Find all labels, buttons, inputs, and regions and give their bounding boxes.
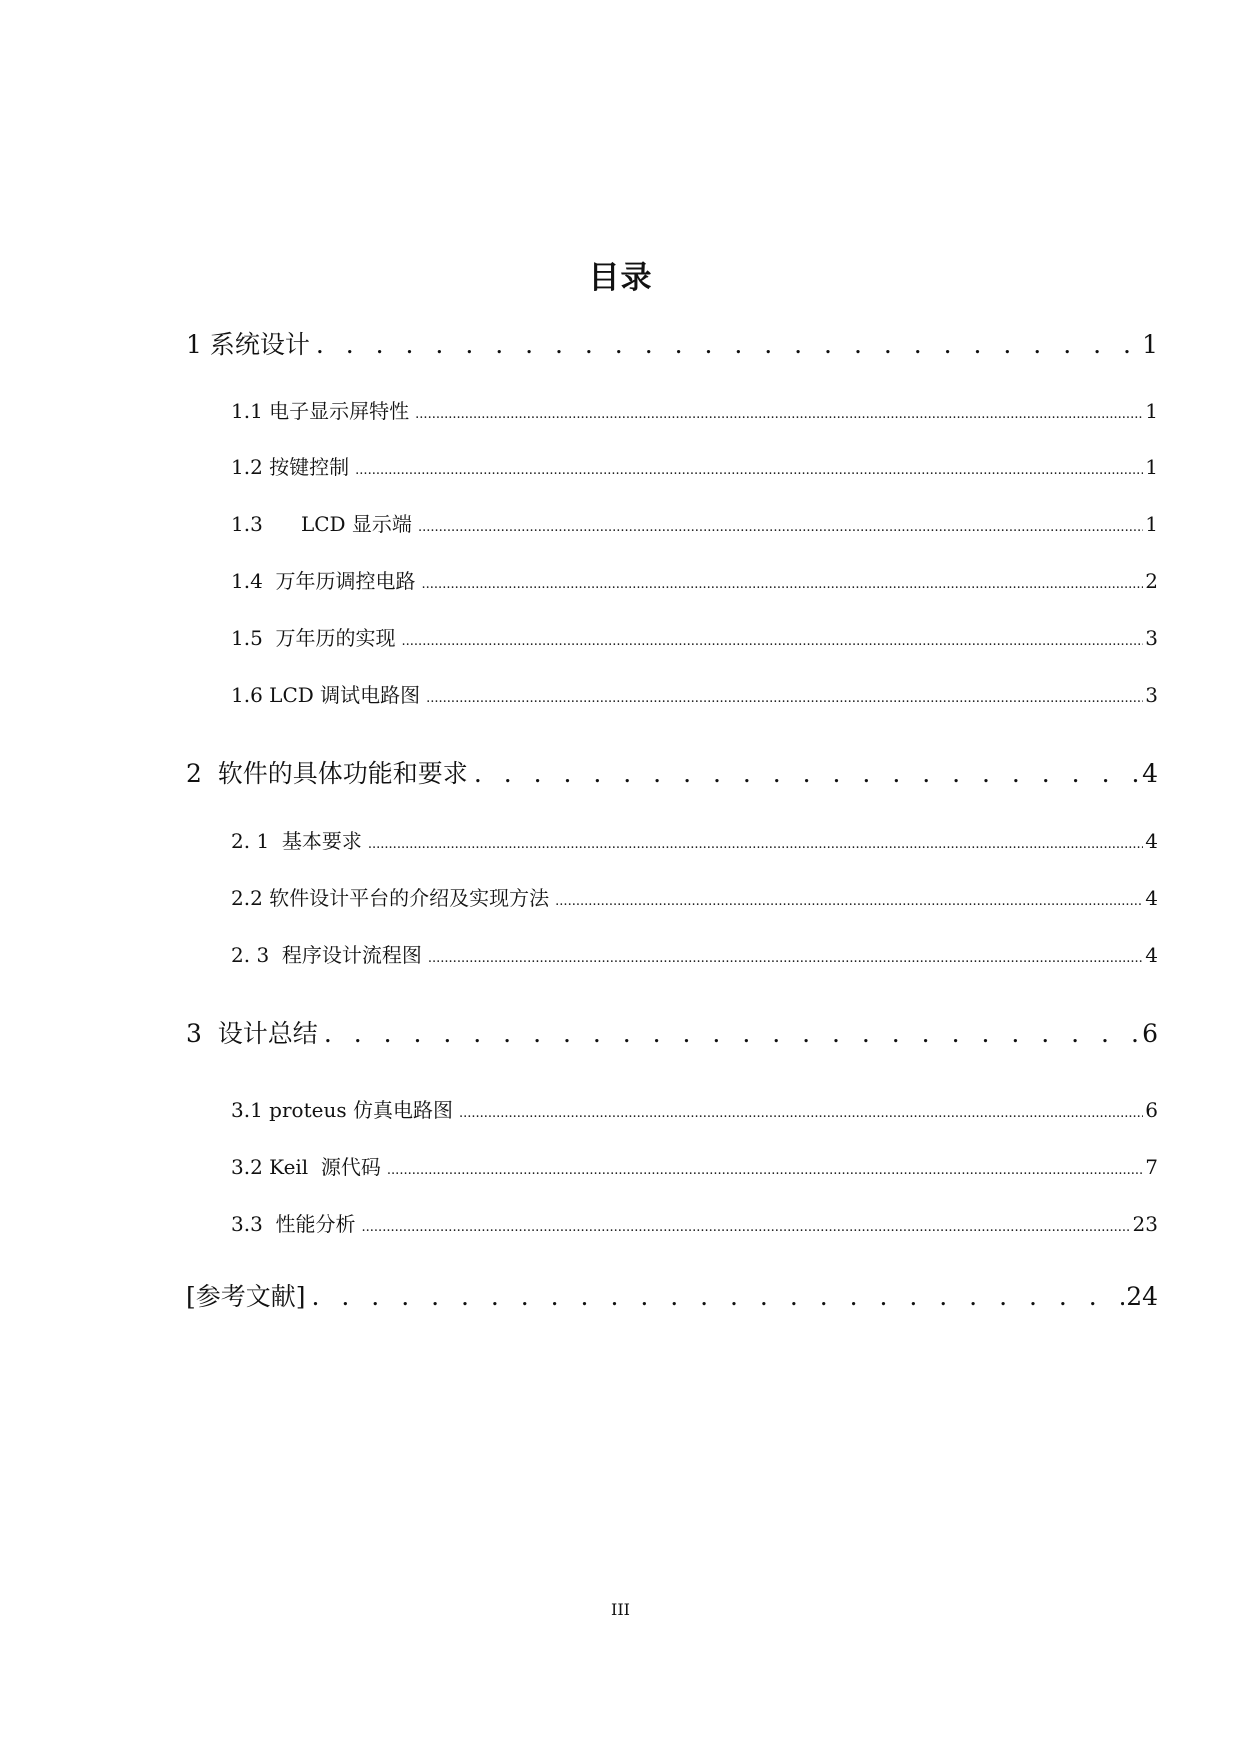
dot-leader <box>555 888 1143 916</box>
toc-entry-2-2[interactable] <box>231 884 1158 916</box>
toc-entry-2-1[interactable] <box>231 827 1158 859</box>
toc-entry-1-2[interactable] <box>231 453 1158 485</box>
toc-entry-page: 1 <box>1142 330 1158 359</box>
dot-leader <box>415 401 1143 429</box>
toc-entry-label: 2.2 软件设计平台的介绍及实现方法 <box>231 886 550 910</box>
toc-entry-label: 2 软件的具体功能和要求 <box>186 759 468 788</box>
toc-entry-page: 3 <box>1145 626 1158 650</box>
toc-entry-page: 7 <box>1145 1155 1158 1179</box>
toc-entry-page: 6 <box>1142 1019 1158 1048</box>
dot-leader <box>312 1280 1125 1314</box>
toc-entry-1-3[interactable] <box>231 510 1158 542</box>
toc-entry-page: 1 <box>1145 399 1158 423</box>
toc-entry-label: 3.3 性能分析 <box>231 1212 356 1236</box>
toc-entry-label: 2. 1 基本要求 <box>231 829 362 853</box>
dot-leader <box>316 328 1140 362</box>
toc-entry-3[interactable] <box>186 1017 1158 1051</box>
toc-entry-label: 3.2 Keil 源代码 <box>231 1155 381 1179</box>
dot-leader <box>428 945 1143 973</box>
dot-leader <box>422 571 1144 599</box>
toc-entry-page: 24 <box>1126 1282 1158 1311</box>
toc-entry-label: 1.3 LCD 显示端 <box>231 512 412 536</box>
dot-leader <box>324 1017 1140 1051</box>
toc-entry-references[interactable] <box>186 1280 1158 1314</box>
dot-leader <box>418 514 1143 542</box>
toc-entry-2-3[interactable] <box>231 941 1158 973</box>
toc-entry-label: 1.1 电子显示屏特性 <box>231 399 410 423</box>
toc-entry-label: [参考文献] <box>186 1282 306 1311</box>
toc-entry-label: 1.4 万年历调控电路 <box>231 569 416 593</box>
toc-entry-label: 3 设计总结 <box>186 1019 318 1048</box>
toc-entry-label: 1.2 按键控制 <box>231 455 350 479</box>
toc-entry-page: 1 <box>1145 455 1158 479</box>
toc-entry-page: 3 <box>1145 683 1158 707</box>
toc-entry-page: 4 <box>1142 759 1158 788</box>
dot-leader <box>355 457 1143 485</box>
toc-entry-page: 6 <box>1145 1098 1158 1122</box>
toc-entry-page: 2 <box>1145 569 1158 593</box>
page-number: III <box>611 1600 630 1619</box>
toc-entry-label: 1.6 LCD 调试电路图 <box>231 683 421 707</box>
toc-entry-1-4[interactable] <box>231 567 1158 599</box>
dot-leader <box>387 1157 1143 1185</box>
toc-entry-label: 2. 3 程序设计流程图 <box>231 943 422 967</box>
dot-leader <box>426 685 1143 713</box>
toc-entry-2[interactable] <box>186 757 1158 791</box>
toc-title: 目录 <box>588 260 653 296</box>
dot-leader <box>402 628 1144 656</box>
toc-entry-1[interactable] <box>186 328 1158 362</box>
dot-leader <box>368 831 1143 859</box>
toc-entry-1-6[interactable] <box>231 681 1158 713</box>
toc-entry-page: 4 <box>1145 943 1158 967</box>
dot-leader <box>362 1214 1131 1242</box>
toc-entry-page: 23 <box>1132 1212 1158 1236</box>
toc-entry-3-1[interactable] <box>231 1096 1158 1128</box>
toc-entry-label: 1 系统设计 <box>186 330 310 359</box>
toc-entry-label: 3.1 proteus 仿真电路图 <box>231 1098 453 1122</box>
toc-entry-3-3[interactable] <box>231 1210 1158 1242</box>
dot-leader <box>474 757 1140 791</box>
dot-leader <box>459 1100 1143 1128</box>
toc-entry-1-5[interactable] <box>231 624 1158 656</box>
toc-entry-1-1[interactable] <box>231 397 1158 429</box>
toc-entry-page: 4 <box>1145 829 1158 853</box>
toc-entry-3-2[interactable] <box>231 1153 1158 1185</box>
toc-entry-page: 1 <box>1145 512 1158 536</box>
toc-entry-page: 4 <box>1145 886 1158 910</box>
toc-entry-label: 1.5 万年历的实现 <box>231 626 396 650</box>
